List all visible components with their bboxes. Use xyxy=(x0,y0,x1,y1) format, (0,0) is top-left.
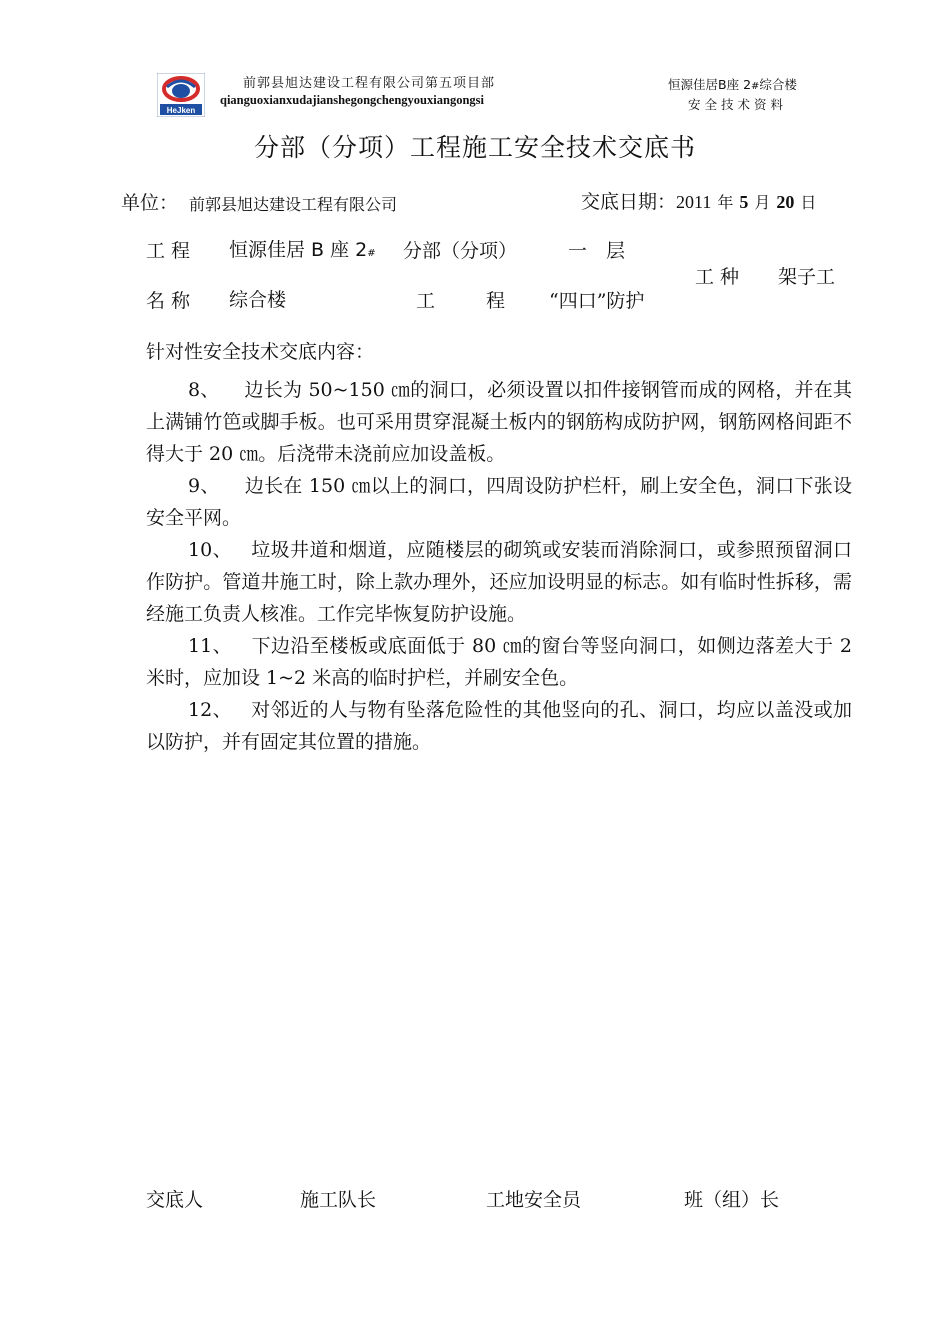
header-company-pinyin: qianguoxianxudajianshegongchengyouxiangongsi xyxy=(220,93,484,107)
header-project-suffix: 综合楼 xyxy=(759,77,797,92)
logo-mark-icon xyxy=(157,73,205,117)
sub-label-line1: 分部（分项） xyxy=(403,240,518,262)
logo-text: HeJken xyxy=(166,106,196,115)
project-name-hash: # xyxy=(367,248,376,259)
header-project-hash: # xyxy=(751,81,760,92)
item-text: 边长在 150 ㎝以上的洞口，四周设防护栏杆，刷上安全色，洞口下张设安全平网。 xyxy=(146,475,852,529)
project-label-line2: 名 称 xyxy=(146,290,191,312)
sub-label-line2a: 工 xyxy=(416,290,436,312)
item-text: 对邻近的人与物有坠落危险性的其他竖向的孔、洞口，均应以盖没或加以防护，并有固定其位置的措施。 xyxy=(146,699,852,753)
project-name-line2: 综合楼 xyxy=(229,289,287,311)
item-text: 边长为 50~150 ㎝的洞口，必须设置以扣件接钢管而成的网格，并在其上满铺竹笆或脚手板。也可采用贯穿混凝土板内的钢筋构成防护网，钢筋网格间距不得大于 20 ㎝。后浇带未浇前应加设盖板。 xyxy=(146,379,852,465)
trade-label: 工 种 xyxy=(695,266,740,288)
unit-label: 单位： xyxy=(121,192,179,214)
content-heading: 针对性安全技术交底内容： xyxy=(146,341,375,363)
signature-group-leader: 班（组）长 xyxy=(684,1189,780,1211)
date-day-unit: 日 xyxy=(800,193,817,212)
item-number: 11、 xyxy=(188,635,233,657)
project-name-line1 xyxy=(229,235,376,262)
header-project-prefix: 恒源佳居 xyxy=(668,77,719,92)
list-item xyxy=(146,694,852,758)
list-item xyxy=(146,534,852,630)
header-subtitle: 安全技术资料 xyxy=(688,97,788,112)
item-text: 垃圾井道和烟道，应随楼层的砌筑或安装而消除洞口，或参照预留洞口作防护。管道井施工时，除上款办理外，还应加设明显的标志。如有临时性拆移，需经施工负责人核准。工作完毕恢复防护设施。 xyxy=(146,539,852,625)
sub-value-line1: 一 层 xyxy=(568,240,626,262)
document-title: 分部（分项）工程施工安全技术交底书 xyxy=(253,133,696,162)
item-number: 10、 xyxy=(188,539,232,561)
list-item xyxy=(146,470,852,534)
company-logo xyxy=(157,73,205,117)
project-name-text: 恒源佳居 B 座 2 xyxy=(229,239,368,261)
item-number: 8、 xyxy=(188,379,220,401)
date-day: 20 xyxy=(776,192,795,212)
list-item xyxy=(146,630,852,694)
date-label: 交底日期： xyxy=(581,191,677,213)
signature-discloser: 交底人 xyxy=(146,1189,204,1211)
signature-safety-officer: 工地安全员 xyxy=(486,1189,582,1211)
sub-label-line2b: 程 xyxy=(486,290,506,312)
date-month: 5 xyxy=(739,192,749,212)
header-company-name: 前郭县旭达建设工程有限公司第五项目部 xyxy=(243,76,496,91)
header-project-name xyxy=(668,75,797,93)
item-number: 9、 xyxy=(188,475,220,497)
item-text: 下边沿至楼板或底面低于 80 ㎝的窗台等竖向洞口，如侧边落差大于 2 米时，应加设 1~2 米高的临时护栏，并刷安全色。 xyxy=(146,635,852,689)
trade-value: 架子工 xyxy=(778,266,836,288)
date-year-unit: 年 xyxy=(717,193,734,212)
list-item xyxy=(146,374,852,470)
header-project-b: B座 2 xyxy=(718,77,752,92)
disclosure-date xyxy=(581,187,822,214)
sub-value-line2: “四口”防护 xyxy=(549,290,645,312)
signature-team-leader: 施工队长 xyxy=(300,1189,377,1211)
unit-value: 前郭县旭达建设工程有限公司 xyxy=(189,195,398,214)
date-year: 2011 xyxy=(676,192,712,212)
project-label-line1: 工 程 xyxy=(146,240,191,262)
date-month-unit: 月 xyxy=(754,193,771,212)
item-number: 12、 xyxy=(188,699,232,721)
